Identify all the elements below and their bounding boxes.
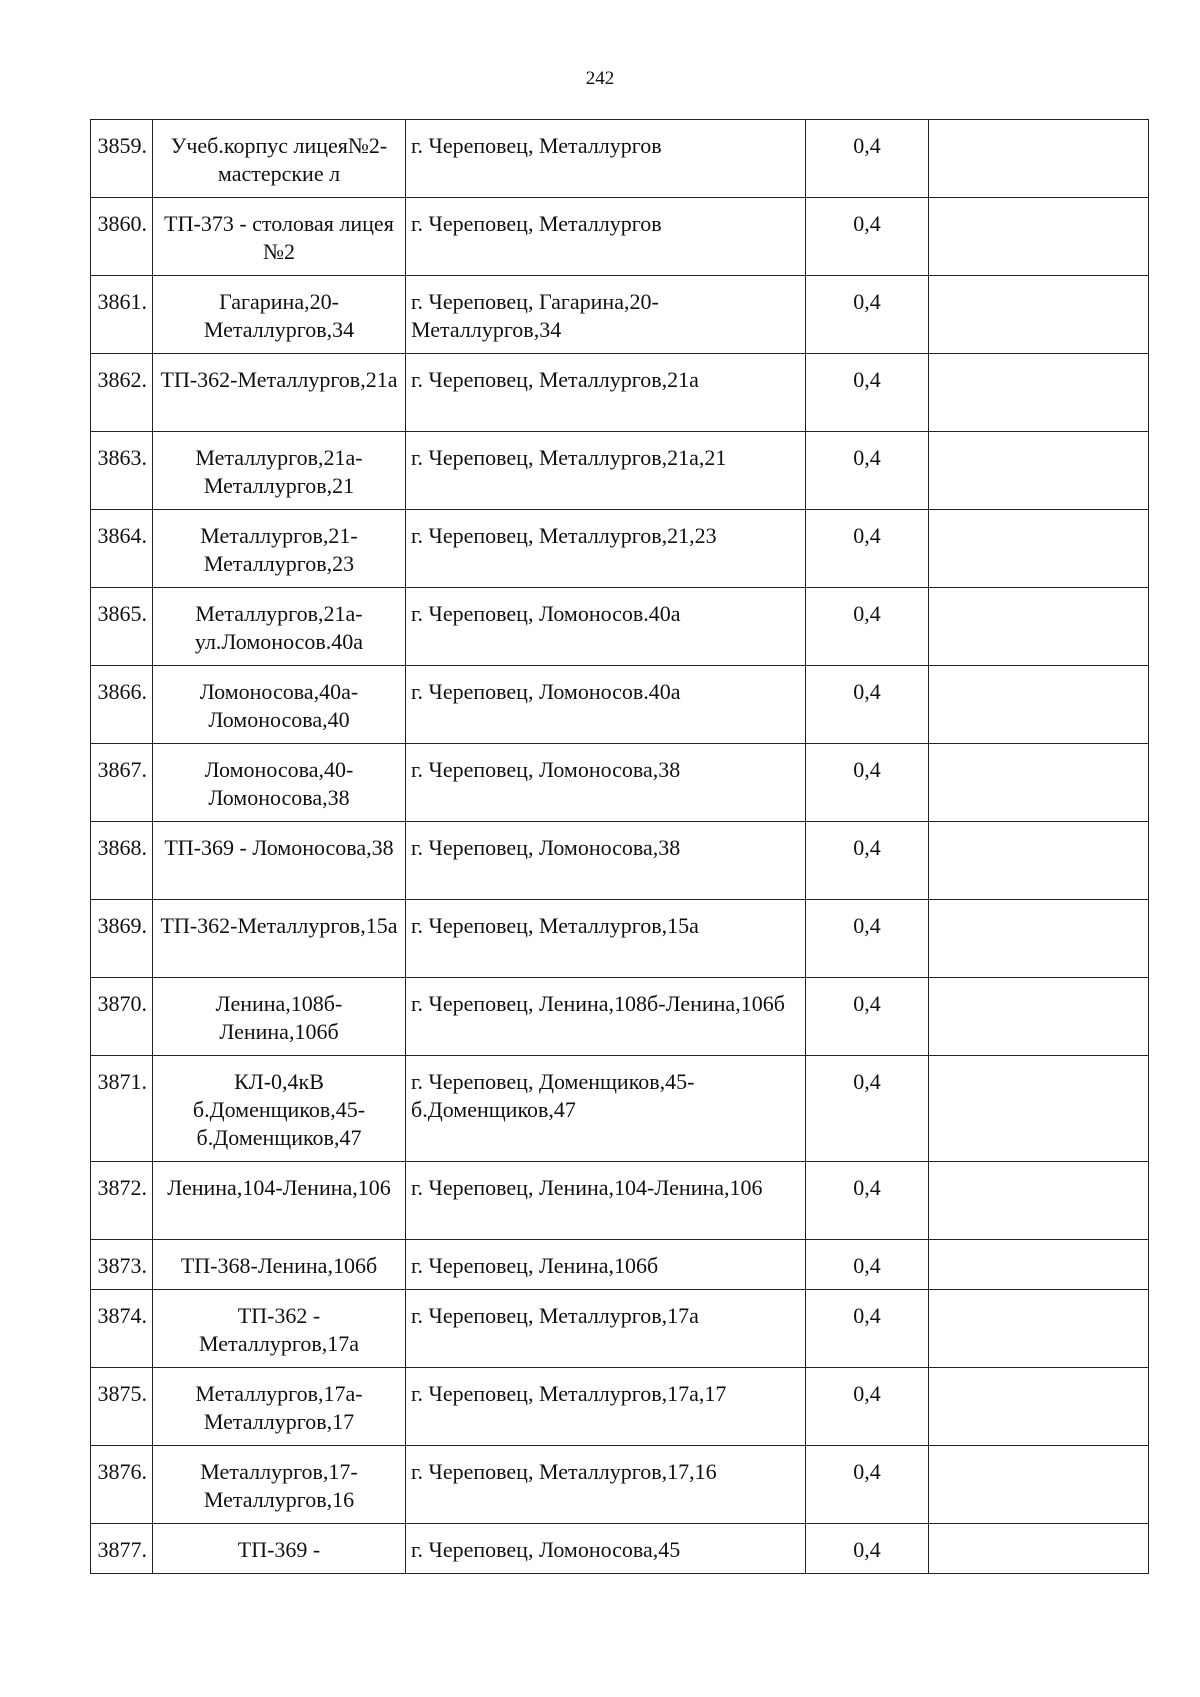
- table-row: [91, 1446, 1149, 1524]
- object-name-cell: Ломоносова,40-Ломоносова,38: [153, 744, 406, 822]
- row-number-cell: 3873.: [91, 1240, 153, 1290]
- row-number-cell: 3875.: [91, 1368, 153, 1446]
- address-cell: г. Череповец, Металлургов: [406, 120, 806, 198]
- voltage-cell: 0,4: [806, 666, 929, 744]
- object-name-cell: Ломоносова,40а-Ломоносова,40: [153, 666, 406, 744]
- address-cell: г. Череповец, Ломоносова,45: [406, 1524, 806, 1574]
- registry-table: [90, 119, 1149, 1574]
- page-number: 242: [585, 68, 615, 89]
- object-name-cell: ТП-362 - Металлургов,17а: [153, 1290, 406, 1368]
- address-cell: г. Череповец, Ломоносова,38: [406, 744, 806, 822]
- voltage-cell: 0,4: [806, 1368, 929, 1446]
- row-number-cell: 3877.: [91, 1524, 153, 1574]
- voltage-cell: 0,4: [806, 510, 929, 588]
- row-number-cell: 3863.: [91, 432, 153, 510]
- table-row: [91, 354, 1149, 432]
- table-row: [91, 510, 1149, 588]
- object-name-cell: Металлургов,17-Металлургов,16: [153, 1446, 406, 1524]
- object-name-cell: Металлургов,17а-Металлургов,17: [153, 1368, 406, 1446]
- object-name-cell: Гагарина,20-Металлургов,34: [153, 276, 406, 354]
- note-cell: [929, 900, 1149, 978]
- table-row: [91, 978, 1149, 1056]
- object-name-cell: Металлургов,21а-ул.Ломоносов.40а: [153, 588, 406, 666]
- row-number-cell: 3872.: [91, 1162, 153, 1240]
- table-row: [91, 1240, 1149, 1290]
- note-cell: [929, 588, 1149, 666]
- object-name-cell: Металлургов,21-Металлургов,23: [153, 510, 406, 588]
- table-row: [91, 1056, 1149, 1162]
- note-cell: [929, 666, 1149, 744]
- address-cell: г. Череповец, Металлургов,21а,21: [406, 432, 806, 510]
- table-row: [91, 744, 1149, 822]
- address-cell: г. Череповец, Металлургов,17а,17: [406, 1368, 806, 1446]
- note-cell: [929, 510, 1149, 588]
- note-cell: [929, 1446, 1149, 1524]
- object-name-cell: ТП-373 - столовая лицея №2: [153, 198, 406, 276]
- voltage-cell: 0,4: [806, 1524, 929, 1574]
- object-name-cell: Ленина,108б-Ленина,106б: [153, 978, 406, 1056]
- object-name-cell: Ленина,104-Ленина,106: [153, 1162, 406, 1240]
- address-cell: г. Череповец, Ленина,106б: [406, 1240, 806, 1290]
- address-cell: г. Череповец, Ленина,104-Ленина,106: [406, 1162, 806, 1240]
- row-number-cell: 3869.: [91, 900, 153, 978]
- note-cell: [929, 432, 1149, 510]
- table-row: [91, 900, 1149, 978]
- note-cell: [929, 978, 1149, 1056]
- address-cell: г. Череповец, Ленина,108б-Ленина,106б: [406, 978, 806, 1056]
- row-number-cell: 3871.: [91, 1056, 153, 1162]
- object-name-cell: ТП-369 -: [153, 1524, 406, 1574]
- row-number-cell: 3866.: [91, 666, 153, 744]
- note-cell: [929, 1240, 1149, 1290]
- table-row: [91, 198, 1149, 276]
- note-cell: [929, 354, 1149, 432]
- note-cell: [929, 1162, 1149, 1240]
- voltage-cell: 0,4: [806, 432, 929, 510]
- note-cell: [929, 1368, 1149, 1446]
- voltage-cell: 0,4: [806, 744, 929, 822]
- table-row: [91, 666, 1149, 744]
- note-cell: [929, 198, 1149, 276]
- address-cell: г. Череповец, Доменщиков,45-б.Доменщиков,47: [406, 1056, 806, 1162]
- address-cell: г. Череповец, Ломоносов.40а: [406, 666, 806, 744]
- address-cell: г. Череповец, Металлургов,21а: [406, 354, 806, 432]
- address-cell: г. Череповец, Металлургов,17а: [406, 1290, 806, 1368]
- row-number-cell: 3865.: [91, 588, 153, 666]
- table-row: [91, 822, 1149, 900]
- note-cell: [929, 120, 1149, 198]
- row-number-cell: 3876.: [91, 1446, 153, 1524]
- row-number-cell: 3860.: [91, 198, 153, 276]
- table-row: [91, 1162, 1149, 1240]
- address-cell: г. Череповец, Гагарина,20-Металлургов,34: [406, 276, 806, 354]
- table-row: [91, 276, 1149, 354]
- voltage-cell: 0,4: [806, 1056, 929, 1162]
- address-cell: г. Череповец, Металлургов,21,23: [406, 510, 806, 588]
- object-name-cell: ТП-362-Металлургов,21а: [153, 354, 406, 432]
- address-cell: г. Череповец, Ломоносов.40а: [406, 588, 806, 666]
- table-row: [91, 588, 1149, 666]
- object-name-cell: ТП-362-Металлургов,15а: [153, 900, 406, 978]
- voltage-cell: 0,4: [806, 354, 929, 432]
- object-name-cell: Металлургов,21а-Металлургов,21: [153, 432, 406, 510]
- row-number-cell: 3874.: [91, 1290, 153, 1368]
- voltage-cell: 0,4: [806, 588, 929, 666]
- note-cell: [929, 1056, 1149, 1162]
- note-cell: [929, 822, 1149, 900]
- voltage-cell: 0,4: [806, 1290, 929, 1368]
- row-number-cell: 3870.: [91, 978, 153, 1056]
- voltage-cell: 0,4: [806, 276, 929, 354]
- voltage-cell: 0,4: [806, 120, 929, 198]
- note-cell: [929, 276, 1149, 354]
- voltage-cell: 0,4: [806, 1162, 929, 1240]
- object-name-cell: Учеб.корпус лицея№2-мастерские л: [153, 120, 406, 198]
- note-cell: [929, 744, 1149, 822]
- row-number-cell: 3861.: [91, 276, 153, 354]
- address-cell: г. Череповец, Ломоносова,38: [406, 822, 806, 900]
- voltage-cell: 0,4: [806, 900, 929, 978]
- address-cell: г. Череповец, Металлургов: [406, 198, 806, 276]
- voltage-cell: 0,4: [806, 1446, 929, 1524]
- table-row: [91, 120, 1149, 198]
- row-number-cell: 3868.: [91, 822, 153, 900]
- address-cell: г. Череповец, Металлургов,17,16: [406, 1446, 806, 1524]
- object-name-cell: КЛ-0,4кВ б.Доменщиков,45-б.Доменщиков,47: [153, 1056, 406, 1162]
- address-cell: г. Череповец, Металлургов,15а: [406, 900, 806, 978]
- object-name-cell: ТП-368-Ленина,106б: [153, 1240, 406, 1290]
- row-number-cell: 3859.: [91, 120, 153, 198]
- table-row: [91, 432, 1149, 510]
- table-row: [91, 1290, 1149, 1368]
- object-name-cell: ТП-369 - Ломоносова,38: [153, 822, 406, 900]
- voltage-cell: 0,4: [806, 978, 929, 1056]
- note-cell: [929, 1524, 1149, 1574]
- voltage-cell: 0,4: [806, 198, 929, 276]
- table-row: [91, 1524, 1149, 1574]
- voltage-cell: 0,4: [806, 1240, 929, 1290]
- row-number-cell: 3862.: [91, 354, 153, 432]
- row-number-cell: 3864.: [91, 510, 153, 588]
- voltage-cell: 0,4: [806, 822, 929, 900]
- note-cell: [929, 1290, 1149, 1368]
- row-number-cell: 3867.: [91, 744, 153, 822]
- table-row: [91, 1368, 1149, 1446]
